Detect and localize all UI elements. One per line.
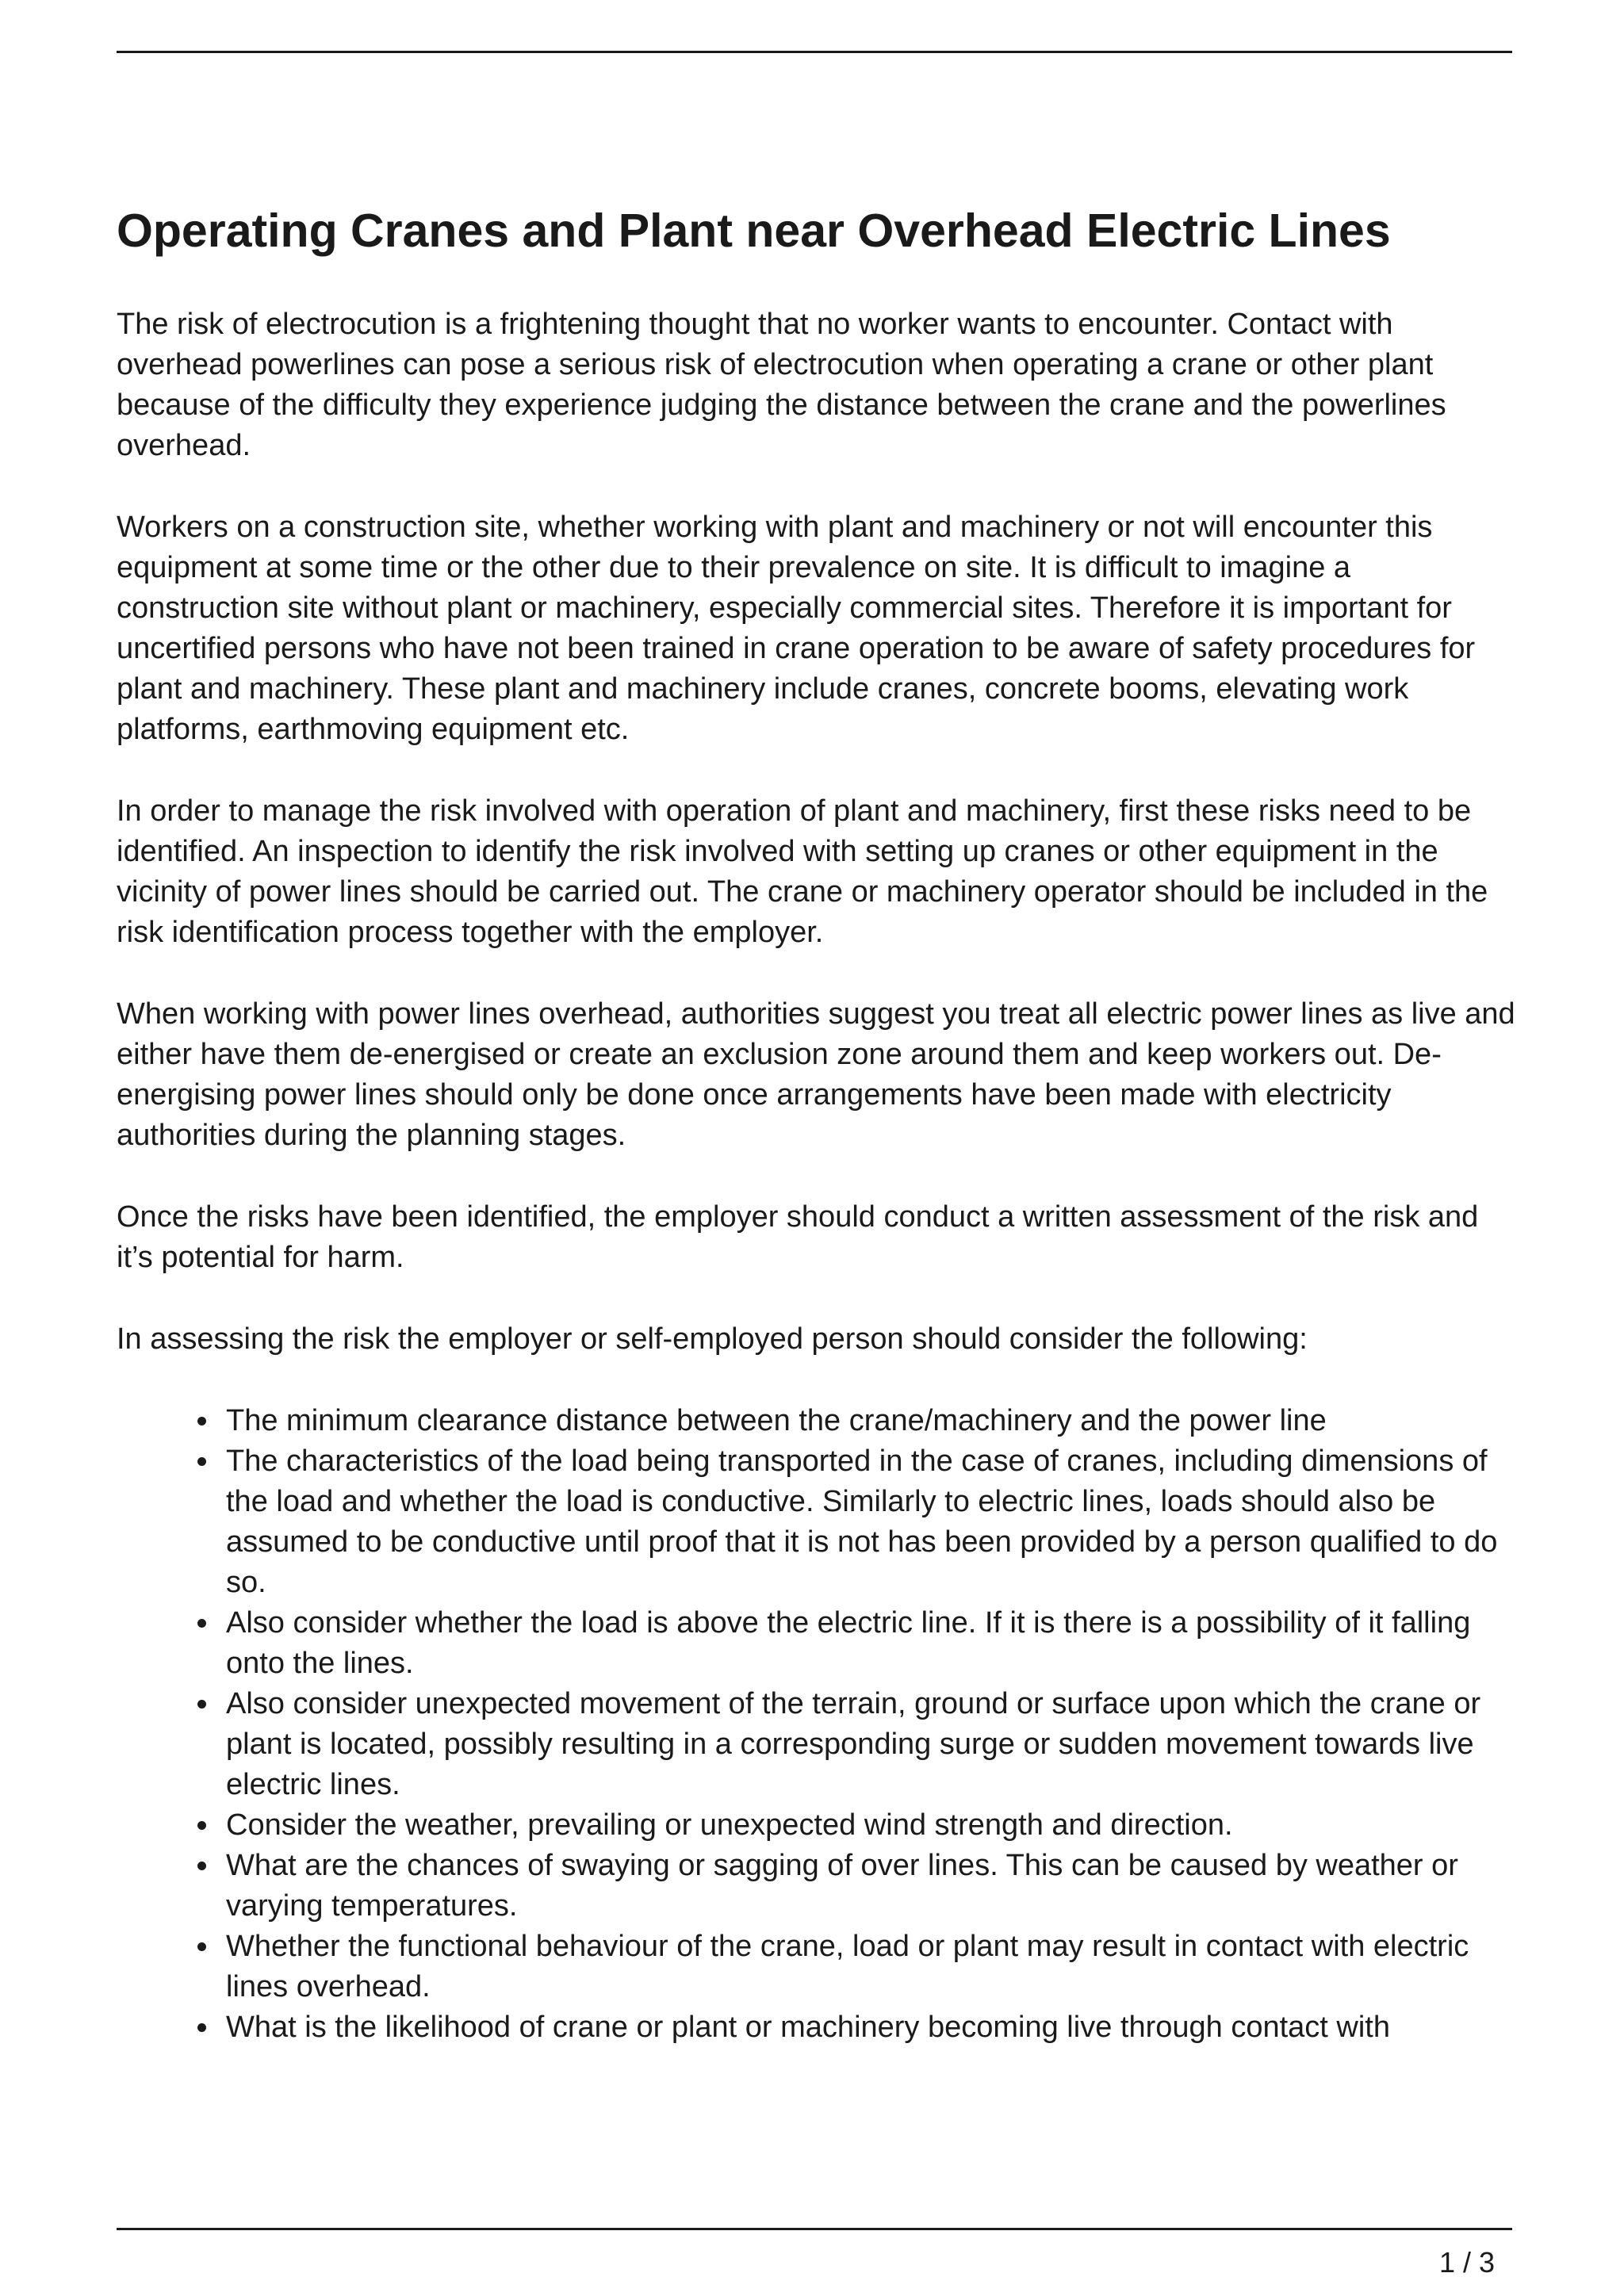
- footer-rule: [117, 2228, 1512, 2230]
- paragraph-consider-following: In assessing the risk the employer or self-employed person should consider the following:: [117, 1322, 1308, 1356]
- page-number: 1 / 3: [1438, 2246, 1495, 2279]
- list-item: What are the chances of swaying or sagging of over lines. This can be caused by weather or varying temperatures.: [226, 1846, 1516, 1927]
- list-item: The minimum clearance distance between the crane/machinery and the power line: [226, 1401, 1516, 1441]
- list-item: Also consider unexpected movement of the terrain, ground or surface upon which the crane or plant is located, possibly resulting in a corresponding surge or sudden movement towards live electric lines.: [226, 1684, 1516, 1805]
- header-rule: [117, 51, 1512, 53]
- paragraph-power-lines: When working with power lines overhead, authorities suggest you treat all electric power lines as live and either have them de-energised or create an exclusion zone around them and keep workers out. De-energising power lines should only be done once arrangements have been made with electricity authorities during the planning stages.: [117, 997, 1515, 1152]
- list-item: Whether the functional behaviour of the crane, load or plant may result in contact with electric lines overhead.: [226, 1927, 1516, 2007]
- list-item: The characteristics of the load being transported in the case of cranes, including dimensions of the load and whether the load is conductive. Similarly to electric lines, loads should also be assumed to be conductive until proof that it is not has been provided by a person qualified to do so.: [226, 1441, 1516, 1603]
- document-title: Operating Cranes and Plant near Overhead Electric Lines: [117, 205, 1391, 257]
- paragraph-intro: The risk of electrocution is a frightening thought that no worker wants to encounter. Contact with overhead powerlines can pose a serious risk of electrocution when operating a crane or other plant because of the difficulty they experience judging the distance between the crane and the powerlines overhead.: [117, 307, 1446, 462]
- paragraph-risk-assessment: Once the risks have been identified, the employer should conduct a written assessment of the risk and it’s potential for harm.: [117, 1200, 1479, 1274]
- list-item: What is the likelihood of crane or plant or machinery becoming live through contact with: [226, 2007, 1516, 2048]
- considerations-list: [117, 1401, 1516, 2048]
- paragraph-construction-site: Workers on a construction site, whether working with plant and machinery or not will encounter this equipment at some time or the other due to their prevalence on site. It is difficult to imagine a construction site without plant or machinery, especially commercial sites. Therefore it is important for uncertified persons who have not been trained in crane operation to be aware of safety procedures for plant and machinery. These plant and machinery include cranes, concrete booms, elevating work platforms, earthmoving equipment etc.: [117, 510, 1476, 746]
- list-item: Consider the weather, prevailing or unexpected wind strength and direction.: [226, 1805, 1516, 1846]
- document-body: [117, 205, 1516, 2048]
- list-item: Also consider whether the load is above the electric line. If it is there is a possibility of it falling onto the lines.: [226, 1603, 1516, 1684]
- paragraph-risk-identification: In order to manage the risk involved with operation of plant and machinery, first these risks need to be identified. An inspection to identify the risk involved with setting up cranes or other equipment in the vicinity of power lines should be carried out. The crane or machinery operator should be included in the risk identification process together with the employer.: [117, 794, 1488, 949]
